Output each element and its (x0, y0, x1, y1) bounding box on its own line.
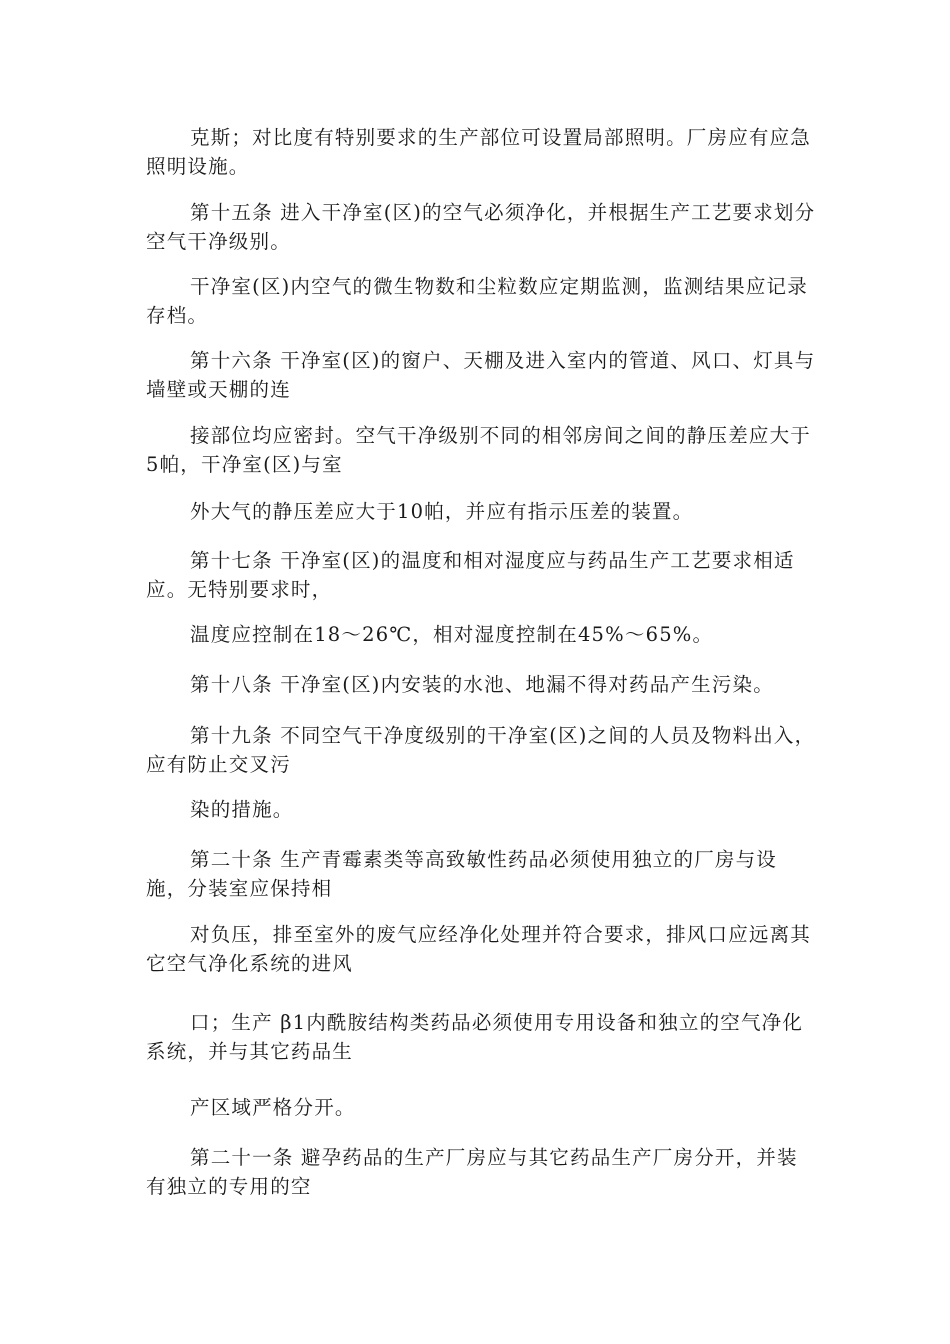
paragraph-sealing: 接部位均应密封。空气干净级别不同的相邻房间之间的静压差应大于5帕，干净室(区)与室 (146, 424, 812, 476)
paragraph-article-20: 第二十条 生产青霉素类等高致敏性药品必须使用独立的厂房与设施，分装室应保持相 (146, 848, 777, 900)
paragraph-article-15: 第十五条 进入干净室(区)的空气必须净化，并根据生产工艺要求划分空气干净级别。 (146, 201, 816, 253)
paragraph-article-17: 第十七条 干净室(区)的温度和相对湿度应与药品生产工艺要求相适应。无特别要求时， (146, 549, 795, 601)
paragraph-article-16: 第十六条 干净室(区)的窗户、天棚及进入室内的管道、风口、灯具与墙壁或天棚的连 (146, 349, 816, 401)
paragraph-separation: 产区域严格分开。 (190, 1096, 356, 1119)
paragraph-contamination-measures: 染的措施。 (190, 798, 294, 821)
paragraph-article-18: 第十八条 干净室(区)内安装的水池、地漏不得对药品产生污染。 (190, 673, 774, 696)
paragraph-beta-lactam: 口；生产 β1内酰胺结构类药品必须使用专用设备和独立的空气净化系统，并与其它药品生 (146, 1011, 804, 1063)
paragraph-article-21: 第二十一条 避孕药品的生产厂房应与其它药品生产厂房分开，并装有独立的专用的空 (146, 1146, 798, 1198)
paragraph-pressure: 外大气的静压差应大于10帕，并应有指示压差的装置。 (190, 500, 694, 523)
paragraph-negative-pressure: 对负压，排至室外的废气应经净化处理并符合要求，排风口应远离其它空气净化系统的进风 (146, 923, 812, 975)
paragraph-monitoring: 干净室(区)内空气的微生物数和尘粒数应定期监测，监测结果应记录存档。 (146, 275, 808, 327)
paragraph-lighting: 克斯；对比度有特别要求的生产部位可设置局部照明。厂房应有应急照明设施。 (146, 126, 812, 178)
paragraph-temperature: 温度应控制在18～26℃，相对湿度控制在45%～65%。 (190, 623, 714, 646)
paragraph-article-19: 第十九条 不同空气干净度级别的干净室(区)之间的人员及物料出入，应有防止交叉污 (146, 724, 816, 776)
